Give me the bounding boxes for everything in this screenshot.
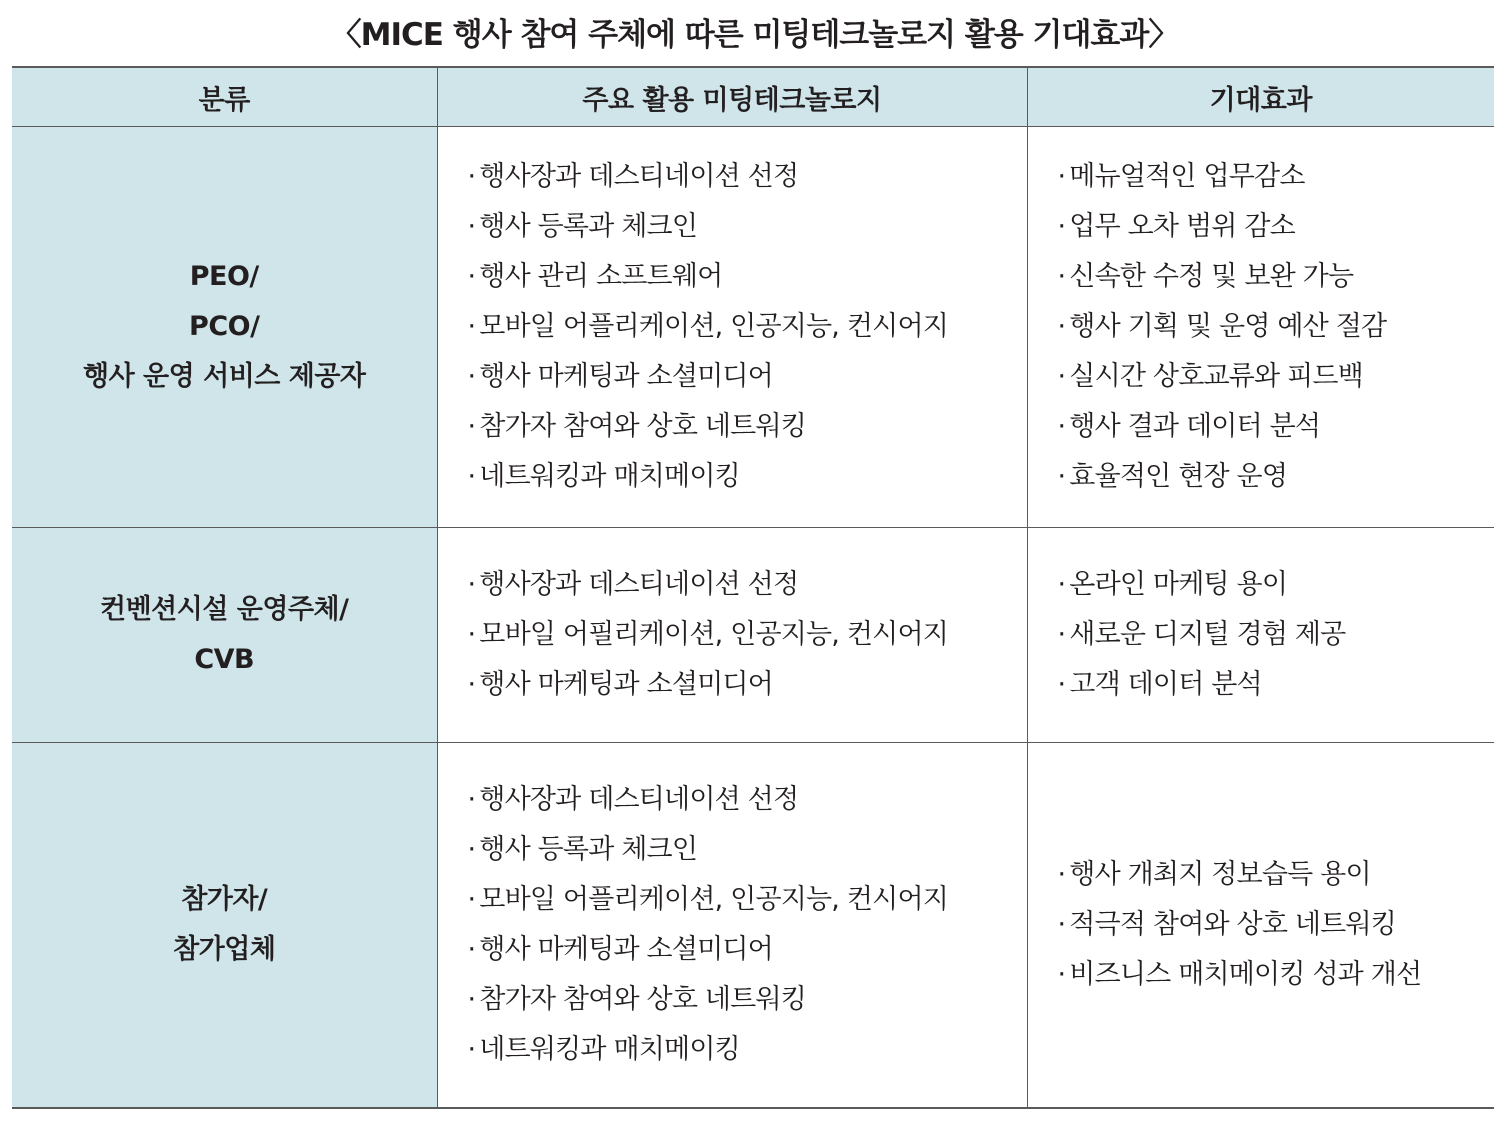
technology-item: · 행사장과 데스티네이션 선정: [468, 560, 1027, 610]
table-title: 〈MICE 행사 참여 주체에 따른 미팅테크놀로지 활용 기대효과〉: [330, 17, 1179, 53]
category-cell: [12, 127, 437, 528]
category-line: CVB: [194, 644, 255, 675]
technology-item: · 네트워킹과 매치메이킹: [468, 452, 1027, 502]
table-row: [12, 743, 1494, 1109]
technology-item: · 행사 등록과 체크인: [468, 825, 1027, 875]
effect-item: · 행사 기획 및 운영 예산 절감: [1058, 302, 1495, 352]
technology-item: · 행사장과 데스티네이션 선정: [468, 775, 1027, 825]
category-line: 참가자/: [181, 884, 268, 915]
category-line: 컨벤션시설 운영주체/: [100, 594, 349, 625]
technology-cell: [437, 743, 1027, 1109]
effect-item: · 업무 오차 범위 감소: [1058, 202, 1495, 252]
header-effects: 기대효과: [1027, 67, 1494, 127]
effect-item: · 메뉴얼적인 업무감소: [1058, 152, 1495, 202]
effect-item: · 온라인 마케팅 용이: [1058, 560, 1495, 610]
effect-item: · 행사 결과 데이터 분석: [1058, 402, 1495, 452]
effect-item: · 실시간 상호교류와 피드백: [1058, 352, 1495, 402]
table-row: [12, 528, 1494, 743]
technology-item: · 네트워킹과 매치메이킹: [468, 1025, 1027, 1075]
effects-cell: [1027, 127, 1494, 528]
effect-item: · 행사 개최지 정보습득 용이: [1058, 850, 1495, 900]
technology-item: · 모바일 어플리케이션, 인공지능, 컨시어지: [468, 302, 1027, 352]
category-line: PEO/: [189, 261, 259, 292]
effect-item: · 효율적인 현장 운영: [1058, 452, 1495, 502]
effect-item: · 고객 데이터 분석: [1058, 660, 1495, 710]
technology-item: · 참가자 참여와 상호 네트워킹: [468, 975, 1027, 1025]
technology-item: · 행사 등록과 체크인: [468, 202, 1027, 252]
effects-cell: [1027, 743, 1494, 1109]
technology-item: · 모바일 어플리케이션, 인공지능, 컨시어지: [468, 875, 1027, 925]
technology-item: · 참가자 참여와 상호 네트워킹: [468, 402, 1027, 452]
category-line: 행사 운영 서비스 제공자: [82, 361, 366, 392]
effect-item: · 새로운 디지털 경험 제공: [1058, 610, 1495, 660]
effects-table: [12, 66, 1494, 1109]
category-line: PCO/: [189, 311, 260, 342]
effect-item: · 적극적 참여와 상호 네트워킹: [1058, 900, 1495, 950]
technology-item: · 행사 관리 소프트웨어: [468, 252, 1027, 302]
technology-item: · 모바일 어필리케이션, 인공지능, 컨시어지: [468, 610, 1027, 660]
technology-item: · 행사 마케팅과 소셜미디어: [468, 660, 1027, 710]
category-cell: [12, 743, 437, 1109]
category-cell: [12, 528, 437, 743]
effect-item: · 신속한 수정 및 보완 가능: [1058, 252, 1495, 302]
effect-item: · 비즈니스 매치메이킹 성과 개선: [1058, 950, 1495, 1000]
header-category: 분류: [12, 67, 437, 127]
effects-cell: [1027, 528, 1494, 743]
technology-item: · 행사 마케팅과 소셜미디어: [468, 352, 1027, 402]
technology-cell: [437, 127, 1027, 528]
technology-item: · 행사장과 데스티네이션 선정: [468, 152, 1027, 202]
table-row: [12, 127, 1494, 528]
table-header-row: [12, 67, 1494, 127]
technology-item: · 행사 마케팅과 소셜미디어: [468, 925, 1027, 975]
category-line: 참가업체: [173, 934, 276, 965]
technology-cell: [437, 528, 1027, 743]
header-technology: 주요 활용 미팅테크놀로지: [437, 67, 1027, 127]
